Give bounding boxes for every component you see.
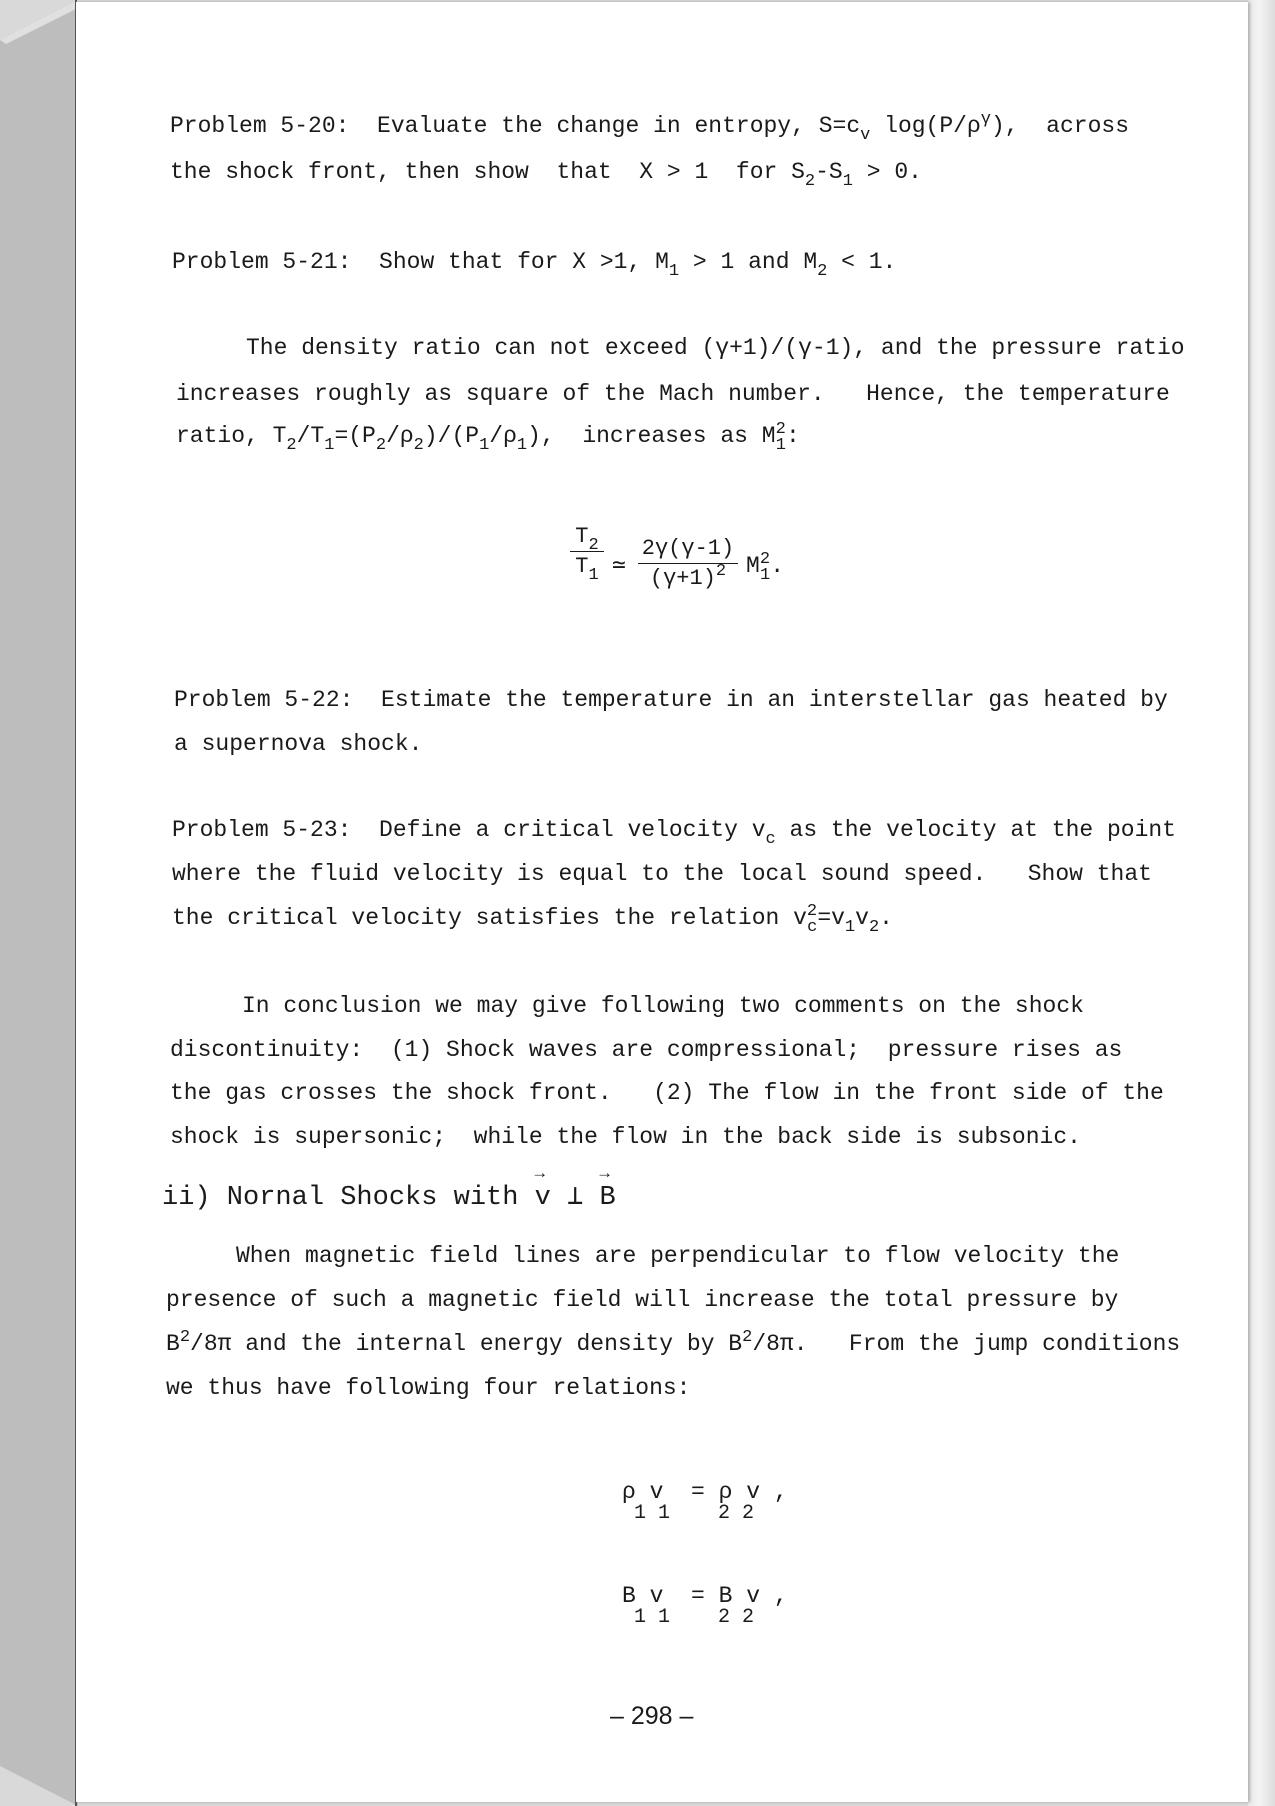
conclusion-line-1: In conclusion we may give following two comments on the shock [242,993,1084,1019]
problem-5-22-line-2: a supernova shock. [174,731,423,757]
temperature-ratio-lhs: $T_2$ $T_1$ [570,524,604,579]
relation-1-subscripts: 1 1 2 2 [622,1502,755,1525]
relation-2-main: B v = B v , [622,1583,788,1609]
mach-squared: $M^2_1$. [746,550,785,585]
conclusion-line-2: discontinuity: (1) Shock waves are compressional; pressure rises as [170,1037,1123,1063]
page-right-edge [1248,0,1275,1806]
problem-5-21: Problem 5-21: Show that for X >1, $M_1 > 1$ and $M_2 < 1$. [172,249,897,281]
magnetic-paragraph-line-4: we thus have following four relations: [166,1375,691,1401]
density-paragraph-line-2: increases roughly as square of the Mach number. Hence, the temperature [176,381,1170,407]
section-heading: ii) Nornal Shocks with → v ⊥ → B [162,1180,616,1213]
relation-2-subscripts: 1 1 2 2 [622,1606,755,1629]
document-page [76,2,1248,1802]
temperature-ratio-rhs: 2γ(γ-1) $(\gamma+1)^2$ [638,536,738,591]
conclusion-line-4: shock is supersonic; while the flow in the back side is subsonic. [170,1124,1081,1150]
problem-5-22-line-1: Problem 5-22: Estimate the temperature in an interstellar gas heated by [174,687,1168,713]
book-spine-edge [0,0,78,1806]
magnetic-paragraph-line-3: $B^2/8\pi$ and the internal energy density by $B^2/8\pi$. From the jump conditions [166,1328,1181,1357]
problem-5-20-line-2: the shock front, then show that X > 1 for $S_2-S_1 > 0$. [170,159,922,191]
relation-1-main: ρ v = ρ v , [622,1479,788,1505]
problem-5-23-line-3: the critical velocity satisfies the relation $v^2_c=v_1v_2$. [172,902,893,937]
density-paragraph-line-1: The density ratio can not exceed (γ+1)/(γ-1), and the pressure ratio [246,335,1185,361]
approx-sign: ≃ [612,553,626,579]
magnetic-paragraph-line-2: presence of such a magnetic field will increase the total pressure by [166,1287,1119,1313]
magnetic-paragraph-line-1: When magnetic field lines are perpendicular to flow velocity the [236,1243,1120,1269]
conclusion-line-3: the gas crosses the shock front. (2) The flow in the front side of the [170,1080,1164,1106]
problem-5-20-line-1: Problem 5-20: Evaluate the change in entropy, $S=c_v$ $\log(P/\rho^\gamma)$, across [170,110,1129,145]
problem-5-23-line-1: Problem 5-23: Define a critical velocity $v_c$ as the velocity at the point [172,817,1176,849]
problem-5-23-line-2: where the fluid velocity is equal to the local sound speed. Show that [172,861,1152,887]
page-number: – 298 – [610,1702,694,1730]
density-paragraph-line-3: ratio, $T_2/T_1=(P_2/\rho_2)/(P_1/\rho_1)$, increases as $M^2_1$: [176,420,800,455]
